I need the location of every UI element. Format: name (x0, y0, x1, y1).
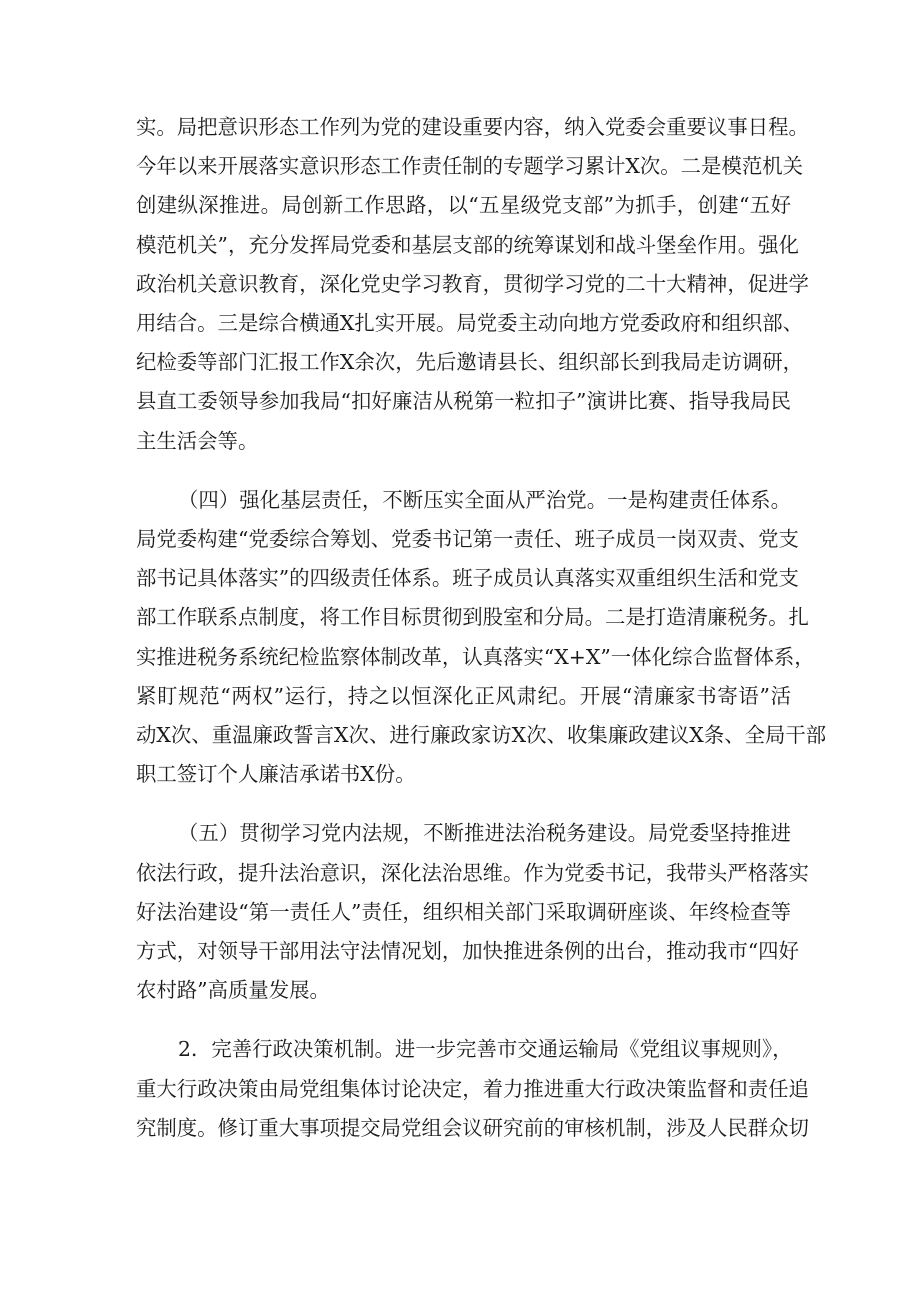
text-line: （四）强化基层责任，不断压实全面从严治党。一是构建责任体系。 (178, 487, 791, 512)
text-line: 方式，对领导干部用法守法情况划，加快推进条例的出台，推动我市“四好 (136, 939, 799, 964)
text-line: 职工签订个人廉洁承诺书X份。 (136, 762, 416, 787)
text-line: （五）贯彻学习党内法规，不断推进法治税务建设。局党委坚持推进 (178, 821, 791, 846)
paragraph-gap (136, 461, 791, 481)
text-line: 2．完善行政决策机制。进一步完善市交通运输局《党组议事规则》， (178, 1037, 793, 1062)
text-line: 实推进税务系统纪检监察体制改革，认真落实“X+X”一体化综合监督体系， (136, 644, 815, 669)
text-line: 紧盯规范“两权”运行，持之以恒深化正风肃纪。开展“清廉家书寄语”活 (136, 683, 791, 708)
paragraph-gap (136, 1010, 791, 1030)
paragraph-section-four (136, 481, 827, 795)
text-line: 今年以来开展落实意识形态工作责任制的专题学习累计X次。二是模范机关 (136, 154, 804, 179)
text-line: 政治机关意识教育，深化党史学习教育，贯彻学习党的二十大精神，促进学 (136, 271, 809, 296)
text-line: 重大行政决策由局党组集体讨论决定，着力推进重大行政决策监督和责任追 (136, 1076, 809, 1101)
paragraph-decision-mechanism (136, 1030, 809, 1148)
paragraph-ideology-work (136, 108, 809, 461)
text-line: 模范机关”，充分发挥局党委和基层支部的统筹谋划和战斗堡垒作用。强化 (136, 232, 799, 257)
paragraph-section-five (136, 814, 809, 1010)
text-line: 纪检委等部门汇报工作X余次，先后邀请县长、组织部长到我局走访调研， (136, 350, 804, 375)
text-line: 究制度。修订重大事项提交局党组会议研究前的审核机制，涉及人民群众切 (136, 1115, 809, 1140)
text-line: 局党委构建“党委综合筹划、党委书记第一责任、班子成员一岗双责、党支 (136, 527, 799, 552)
text-line: 创建纵深推进。局创新工作思路，以“五星级党支部”为抓手，创建“五好 (136, 193, 791, 218)
text-line: 主生活会等。 (136, 428, 259, 453)
text-line: 部书记具体落实”的四级责任体系。班子成员认真落实双重组织生活和党支 (136, 566, 799, 591)
text-line: 依法行政，提升法治意识，深化法治思维。作为党委书记，我带头严格落实 (136, 860, 809, 885)
text-line: 县直工委领导参加我局“扣好廉洁从税第一粒扣子”演讲比赛、指导我局民 (136, 389, 791, 414)
text-line: 部工作联系点制度，将工作目标贯彻到股室和分局。二是打造清廉税务。扎 (136, 605, 809, 630)
text-line: 动X次、重温廉政誓言X次、进行廉政家访X次、收集廉政建议X条、全局干部 (136, 723, 827, 748)
text-line: 实。局把意识形态工作列为党的建设重要内容，纳入党委会重要议事日程。 (136, 115, 809, 139)
paragraph-gap (136, 794, 791, 814)
text-line: 农村路”高质量发展。 (136, 978, 330, 1003)
text-line: 用结合。三是综合横通X扎实开展。局党委主动向地方党委政府和组织部、 (136, 311, 804, 336)
document-body (136, 108, 827, 1148)
text-line: 好法治建设“第一责任人”责任，组织相关部门采取调研座谈、年终检查等 (136, 899, 791, 924)
